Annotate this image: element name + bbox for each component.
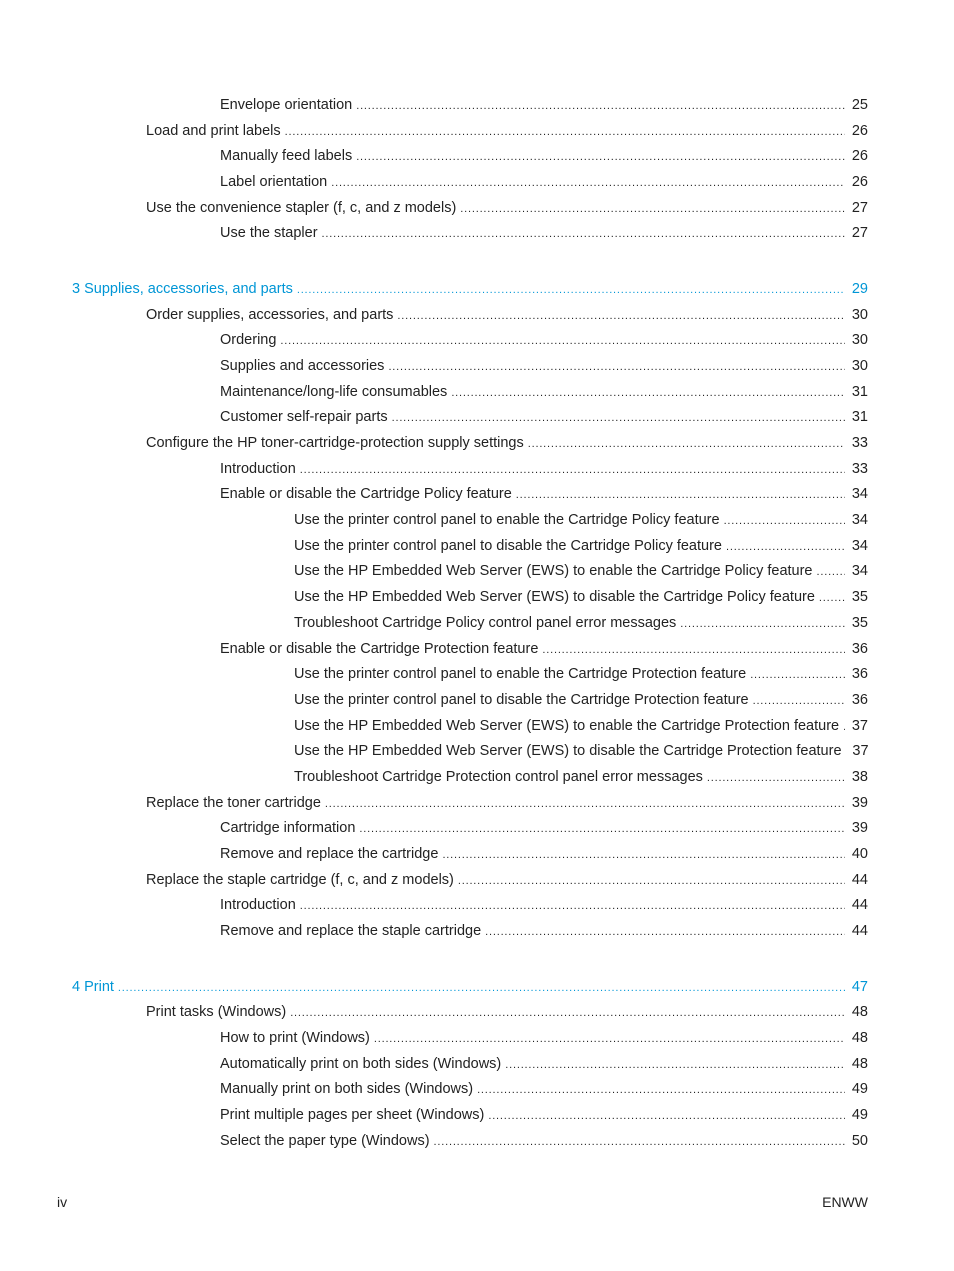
toc-entry[interactable]	[0, 380, 868, 406]
toc-entry[interactable]	[0, 221, 868, 247]
toc-entry-title: Use the printer control panel to disable the Cartridge Policy feature	[294, 537, 722, 554]
toc-entry[interactable]	[0, 739, 868, 765]
dot-leader	[843, 715, 845, 741]
dot-leader	[118, 976, 845, 1002]
toc-entry[interactable]	[0, 328, 868, 354]
toc-entry-title: Replace the toner cartridge	[146, 794, 321, 811]
toc-entry[interactable]	[0, 196, 868, 222]
toc-entry-title: Use the printer control panel to enable the Cartridge Protection feature	[294, 666, 747, 683]
toc-entry-page: 37	[851, 717, 868, 734]
dot-leader	[477, 1078, 845, 1104]
toc-entry-page: 44	[851, 897, 868, 914]
toc-entry-page: 26	[851, 122, 868, 139]
toc-entry-title: Troubleshoot Cartridge Protection control panel error messages	[294, 768, 703, 785]
toc-entry-title: Introduction	[220, 460, 296, 477]
dot-leader	[460, 197, 845, 223]
toc-entry-page: 35	[851, 589, 868, 606]
toc-entry[interactable]	[0, 765, 868, 791]
dot-leader	[325, 792, 845, 818]
toc-entry[interactable]	[0, 688, 868, 714]
toc-entry[interactable]	[0, 637, 868, 663]
toc-entry[interactable]	[0, 919, 868, 945]
dot-leader	[817, 560, 846, 586]
toc-entry-title: Load and print labels	[146, 122, 281, 139]
dot-leader	[300, 458, 845, 484]
dot-leader	[397, 304, 845, 330]
dot-leader	[300, 894, 845, 920]
toc-entry-page: 49	[851, 1081, 868, 1098]
toc-entry-page: 34	[851, 512, 868, 529]
toc-entry-title: Ordering	[220, 332, 277, 349]
toc-entry[interactable]	[0, 93, 868, 119]
toc-entry[interactable]	[0, 1129, 868, 1155]
toc-entry[interactable]	[0, 714, 868, 740]
dot-leader	[505, 1053, 845, 1079]
dot-leader	[542, 638, 845, 664]
toc-entry[interactable]	[0, 354, 868, 380]
dot-leader	[392, 406, 845, 432]
toc-entry-title: How to print (Windows)	[220, 1029, 370, 1046]
dot-leader	[297, 278, 845, 304]
toc-entry[interactable]	[0, 170, 868, 196]
dot-leader	[726, 535, 845, 561]
dot-leader	[680, 612, 845, 638]
toc-entry-page: 36	[851, 666, 868, 683]
toc-entry-title: Enable or disable the Cartridge Policy feature	[220, 486, 512, 503]
toc-entry[interactable]	[0, 1052, 868, 1078]
toc-entry[interactable]	[0, 893, 868, 919]
toc-entry[interactable]	[0, 534, 868, 560]
toc-entry-title: Use the convenience stapler (f, c, and z models)	[146, 199, 457, 216]
toc-entry-title: Select the paper type (Windows)	[220, 1132, 430, 1149]
dot-leader	[819, 586, 845, 612]
dot-leader	[290, 1001, 845, 1027]
toc-entry-page: 38	[851, 768, 868, 785]
toc-entry-page: 44	[851, 923, 868, 940]
toc-entry[interactable]	[0, 405, 868, 431]
dot-leader	[356, 145, 845, 171]
toc-entry-title: Troubleshoot Cartridge Policy control panel error messages	[294, 614, 677, 631]
dot-leader	[528, 432, 845, 458]
toc-entry-title: Use the HP Embedded Web Server (EWS) to disable the Cartridge Protection feature	[294, 743, 842, 760]
toc-entry-title: Introduction	[220, 897, 296, 914]
dot-leader	[442, 843, 845, 869]
toc-entry-title: Configure the HP toner-cartridge-protection supply settings	[146, 435, 524, 452]
footer-doc-code: ENWW	[822, 1194, 868, 1210]
toc-entry[interactable]	[0, 1077, 868, 1103]
toc-entry-page: 35	[851, 614, 868, 631]
toc-chapter-link[interactable]	[0, 975, 868, 1001]
toc-entry-title: Use the printer control panel to enable the Cartridge Policy feature	[294, 512, 720, 529]
toc-entry-title: Use the HP Embedded Web Server (EWS) to enable the Cartridge Protection feature	[294, 717, 840, 734]
toc-entry-page: 36	[851, 640, 868, 657]
toc-entry-title: Remove and replace the cartridge	[220, 846, 439, 863]
toc-entry-title: Customer self-repair parts	[220, 409, 388, 426]
toc-entry-title: Order supplies, accessories, and parts	[146, 306, 394, 323]
toc-entry-page: 27	[851, 199, 868, 216]
toc-entry-page: 30	[851, 357, 868, 374]
toc-entry-page: 33	[851, 460, 868, 477]
toc-entry-page: 40	[851, 846, 868, 863]
dot-leader	[724, 509, 845, 535]
dot-leader	[388, 355, 845, 381]
dot-leader	[280, 329, 845, 355]
toc-entry[interactable]	[0, 431, 868, 457]
dot-leader	[458, 869, 845, 895]
footer-page-number: iv	[57, 1194, 68, 1210]
toc-entry[interactable]	[0, 1026, 868, 1052]
toc-entry-page: 50	[851, 1132, 868, 1149]
toc-entry-page: 37	[852, 743, 869, 760]
toc-entry[interactable]	[0, 119, 868, 145]
toc-entry-page: 44	[851, 871, 868, 888]
dot-leader	[516, 483, 845, 509]
toc-entry-title: Use the HP Embedded Web Server (EWS) to enable the Cartridge Policy feature	[294, 563, 813, 580]
toc-entry-page: 48	[851, 1029, 868, 1046]
toc-entry[interactable]	[0, 868, 868, 894]
toc-entry-page: 34	[851, 563, 868, 580]
toc-entry-title: Replace the staple cartridge (f, c, and z models)	[146, 871, 454, 888]
dot-leader	[750, 663, 845, 689]
toc-entry-page: 34	[851, 486, 868, 503]
toc-entry[interactable]	[0, 611, 868, 637]
toc-entry-page: 49	[851, 1107, 868, 1124]
toc-entry-page: 25	[851, 97, 868, 113]
toc-entry-page: 36	[851, 691, 868, 708]
toc-entry[interactable]	[0, 842, 868, 868]
toc-entry-page: 48	[851, 1055, 868, 1072]
dot-leader	[359, 817, 845, 843]
toc-entry-title: Use the stapler	[220, 225, 318, 242]
toc-entry-page: 30	[851, 306, 868, 323]
toc-entry-page: 34	[851, 537, 868, 554]
toc-entry-page: 39	[851, 820, 868, 837]
toc-entry-title: Supplies and accessories	[220, 357, 385, 374]
toc-entry-title: Remove and replace the staple cartridge	[220, 923, 482, 940]
toc-entry[interactable]	[0, 144, 868, 170]
dot-leader	[434, 1130, 845, 1156]
toc-entry-title: Label orientation	[220, 174, 328, 191]
toc-entry-title: Use the HP Embedded Web Server (EWS) to disable the Cartridge Policy feature	[294, 589, 815, 606]
toc-entry[interactable]	[0, 508, 868, 534]
toc-entry[interactable]	[0, 457, 868, 483]
toc-chapter-page: 47	[851, 978, 868, 995]
toc-entry-page: 26	[851, 148, 868, 165]
dot-leader	[488, 1104, 845, 1130]
dot-leader	[753, 689, 845, 715]
toc-entry-title: Manually feed labels	[220, 148, 353, 165]
toc-entry-title: Envelope orientation	[220, 97, 353, 113]
toc-entry-title: Manually print on both sides (Windows)	[220, 1081, 474, 1098]
toc-entry-title: Cartridge information	[220, 820, 356, 837]
toc-entry-page: 26	[851, 174, 868, 191]
toc-entry[interactable]	[0, 816, 868, 842]
toc-entry[interactable]	[0, 791, 868, 817]
toc-entry-title: Maintenance/long-life consumables	[220, 383, 448, 400]
dot-leader	[374, 1027, 845, 1053]
toc-entry-title: Print multiple pages per sheet (Windows)	[220, 1107, 485, 1124]
toc-entry[interactable]	[0, 1000, 868, 1026]
dot-leader	[485, 920, 845, 946]
dot-leader	[356, 94, 845, 120]
toc-entry-page: 31	[851, 383, 868, 400]
dot-leader	[285, 120, 845, 146]
toc-chapter-link[interactable]	[0, 277, 868, 303]
toc-entry[interactable]	[0, 1103, 868, 1129]
toc-entry-page: 48	[851, 1004, 868, 1021]
toc-chapter-title: 3 Supplies, accessories, and parts	[72, 280, 293, 297]
toc-entry[interactable]	[0, 559, 868, 585]
toc-entry-page: 31	[851, 409, 868, 426]
dot-leader	[331, 171, 845, 197]
toc-entry-title: Print tasks (Windows)	[146, 1004, 287, 1021]
toc-entry-title: Use the printer control panel to disable the Cartridge Protection feature	[294, 691, 749, 708]
toc-entry[interactable]	[0, 482, 868, 508]
toc-entry-title: Enable or disable the Cartridge Protection feature	[220, 640, 539, 657]
dot-leader	[322, 222, 845, 248]
dot-leader	[707, 766, 845, 792]
toc-entry[interactable]	[0, 303, 868, 329]
toc-entry[interactable]	[0, 585, 868, 611]
table-of-contents	[0, 93, 954, 1154]
toc-entry-page: 39	[851, 794, 868, 811]
toc-chapter-page: 29	[851, 280, 868, 297]
toc-entry-page: 30	[851, 332, 868, 349]
toc-entry-page: 33	[851, 435, 868, 452]
toc-entry-title: Automatically print on both sides (Windows)	[220, 1055, 502, 1072]
toc-chapter-title: 4 Print	[72, 978, 114, 995]
dot-leader	[451, 381, 845, 407]
toc-entry[interactable]	[0, 662, 868, 688]
toc-entry-page: 27	[851, 225, 868, 242]
